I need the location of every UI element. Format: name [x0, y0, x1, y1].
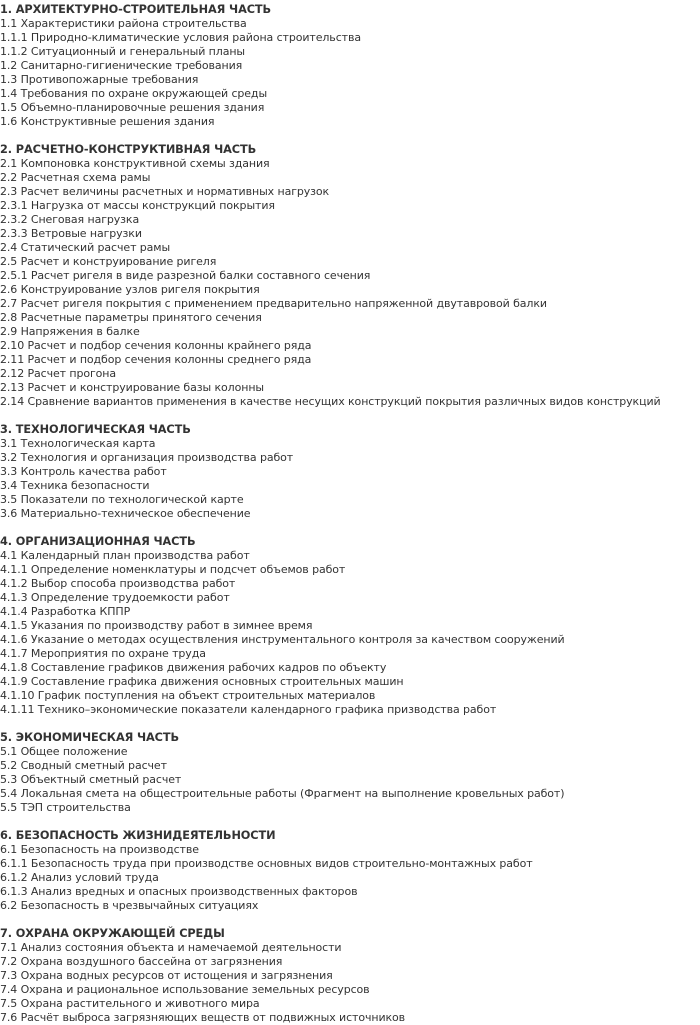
toc-item: 1.3 Противопожарные требования [0, 73, 199, 86]
toc-item: 3.3 Контроль качества работ [0, 465, 167, 478]
toc-item: 2.4 Статический расчет рамы [0, 241, 171, 254]
toc-item: 1.1.1 Природно-климатические условия района строительства [0, 31, 361, 44]
toc-item: 5.3 Объектный сметный расчет [0, 773, 182, 786]
toc-item: 2.12 Расчет прогона [0, 367, 117, 380]
toc-section [0, 731, 700, 815]
toc-item: 5.5 ТЭП строительства [0, 801, 131, 814]
toc-item: 4.1.11 Технико–экономические показатели календарного графика призводства работ [0, 703, 497, 716]
toc-item: 2.6 Конструирование узлов ригеля покрытия [0, 283, 260, 296]
toc-item: 2.1 Компоновка конструктивной схемы здания [0, 157, 270, 170]
toc-item: 7.1 Анализ состояния объекта и намечаемой деятельности [0, 941, 342, 954]
toc-item: 2.13 Расчет и конструирование базы колонны [0, 381, 264, 394]
toc-item: 4.1.3 Определение трудоемкости работ [0, 591, 230, 604]
toc-item: 6.1 Безопасность на производстве [0, 843, 199, 856]
toc-item: 2.7 Расчет ригеля покрытия с применением предварительно напряженной двутавровой балки [0, 297, 547, 310]
toc-item: 7.2 Охрана воздушного бассейна от загрязнения [0, 955, 283, 968]
toc-item: 4.1.4 Разработка КППР [0, 605, 131, 618]
toc-item: 2.11 Расчет и подбор сечения колонны среднего ряда [0, 353, 312, 366]
section-heading: 5. ЭКОНОМИЧЕСКАЯ ЧАСТЬ [0, 731, 179, 744]
toc-item: 4.1.7 Мероприятия по охране труда [0, 647, 206, 660]
toc-item: 1.4 Требования по охране окружающей среды [0, 87, 268, 100]
section-heading: 4. ОРГАНИЗАЦИОННАЯ ЧАСТЬ [0, 535, 196, 548]
toc-item: 5.2 Сводный сметный расчет [0, 759, 167, 772]
toc-item: 2.2 Расчетная схема рамы [0, 171, 151, 184]
toc-item: 6.1.3 Анализ вредных и опасных производственных факторов [0, 885, 358, 898]
toc-item: 1.2 Санитарно-гигиенические требования [0, 59, 243, 72]
section-heading: 7. ОХРАНА ОКРУЖАЮЩЕЙ СРЕДЫ [0, 927, 225, 940]
toc-item: 2.9 Напряжения в балке [0, 325, 140, 338]
toc-item: 2.8 Расчетные параметры принятого сечения [0, 311, 262, 324]
toc-item: 6.1.2 Анализ условий труда [0, 871, 159, 884]
toc-item: 4.1.9 Составление графика движения основных строительных машин [0, 675, 404, 688]
toc-item: 2.3.1 Нагрузка от массы конструкций покрытия [0, 199, 275, 212]
toc-section [0, 535, 700, 717]
toc-item: 1.1.2 Ситуационный и генеральный планы [0, 45, 246, 58]
toc-item: 1.1 Характеристики района строительства [0, 17, 247, 30]
section-heading: 6. БЕЗОПАСНОСТЬ ЖИЗНИДЕЯТЕЛЬНОСТИ [0, 829, 276, 842]
toc-section [0, 927, 700, 1025]
toc-section [0, 143, 700, 409]
toc-section [0, 829, 700, 913]
toc-item: 2.10 Расчет и подбор сечения колонны крайнего ряда [0, 339, 312, 352]
toc-item: 7.4 Охрана и рациональное использование земельных ресурсов [0, 983, 370, 996]
section-heading: 3. ТЕХНОЛОГИЧЕСКАЯ ЧАСТЬ [0, 423, 191, 436]
toc-item: 3.6 Материально-техническое обеспечение [0, 507, 251, 520]
toc-item: 5.1 Общее положение [0, 745, 128, 758]
toc-item: 3.2 Технология и организация производства работ [0, 451, 294, 464]
toc-item: 6.2 Безопасность в чрезвычайных ситуациях [0, 899, 259, 912]
toc-item: 4.1.1 Определение номенклатуры и подсчет объемов работ [0, 563, 346, 576]
toc-item: 2.5 Расчет и конструирование ригеля [0, 255, 217, 268]
toc-item: 7.6 Расчёт выброса загрязняющих веществ от подвижных источников [0, 1011, 406, 1024]
toc-section [0, 423, 700, 521]
toc-item: 2.3.2 Снеговая нагрузка [0, 213, 140, 226]
toc-section [0, 3, 700, 129]
toc-item: 4.1 Календарный план производства работ [0, 549, 250, 562]
toc-item: 5.4 Локальная смета на общестроительные работы (Фрагмент на выполнение кровельных работ) [0, 787, 565, 800]
toc-item: 4.1.2 Выбор способа производства работ [0, 577, 236, 590]
toc-item: 2.3.3 Ветровые нагрузки [0, 227, 142, 240]
toc-item: 1.5 Объемно-планировочные решения здания [0, 101, 265, 114]
toc-item: 2.5.1 Расчет ригеля в виде разрезной балки составного сечения [0, 269, 371, 282]
section-heading: 1. АРХИТЕКТУРНО-СТРОИТЕЛЬНАЯ ЧАСТЬ [0, 3, 272, 16]
toc-item: 1.6 Конструктивные решения здания [0, 115, 215, 128]
toc-item: 6.1.1 Безопасность труда при производстве основных видов строительно-монтажных работ [0, 857, 533, 870]
toc-item: 7.3 Охрана водных ресурсов от истощения и загрязнения [0, 969, 333, 982]
toc-item: 4.1.10 График поступления на объект строительных материалов [0, 689, 376, 702]
toc-item: 7.5 Охрана растительного и животного мира [0, 997, 260, 1010]
toc-item: 2.14 Сравнение вариантов применения в качестве несущих конструкций покрытия различных видов конструкций [0, 395, 661, 408]
toc-item: 3.5 Показатели по технологической карте [0, 493, 244, 506]
toc-item: 4.1.5 Указания по производству работ в зимнее время [0, 619, 313, 632]
toc-item: 4.1.8 Составление графиков движения рабочих кадров по объекту [0, 661, 387, 674]
toc-item: 3.4 Техника безопасности [0, 479, 150, 492]
section-heading: 2. РАСЧЕТНО-КОНСТРУКТИВНАЯ ЧАСТЬ [0, 143, 257, 156]
toc-item: 4.1.6 Указание о методах осуществления инструментального контроля за качеством сооружений [0, 633, 565, 646]
toc-item: 2.3 Расчет величины расчетных и нормативных нагрузок [0, 185, 330, 198]
toc-item: 3.1 Технологическая карта [0, 437, 156, 450]
